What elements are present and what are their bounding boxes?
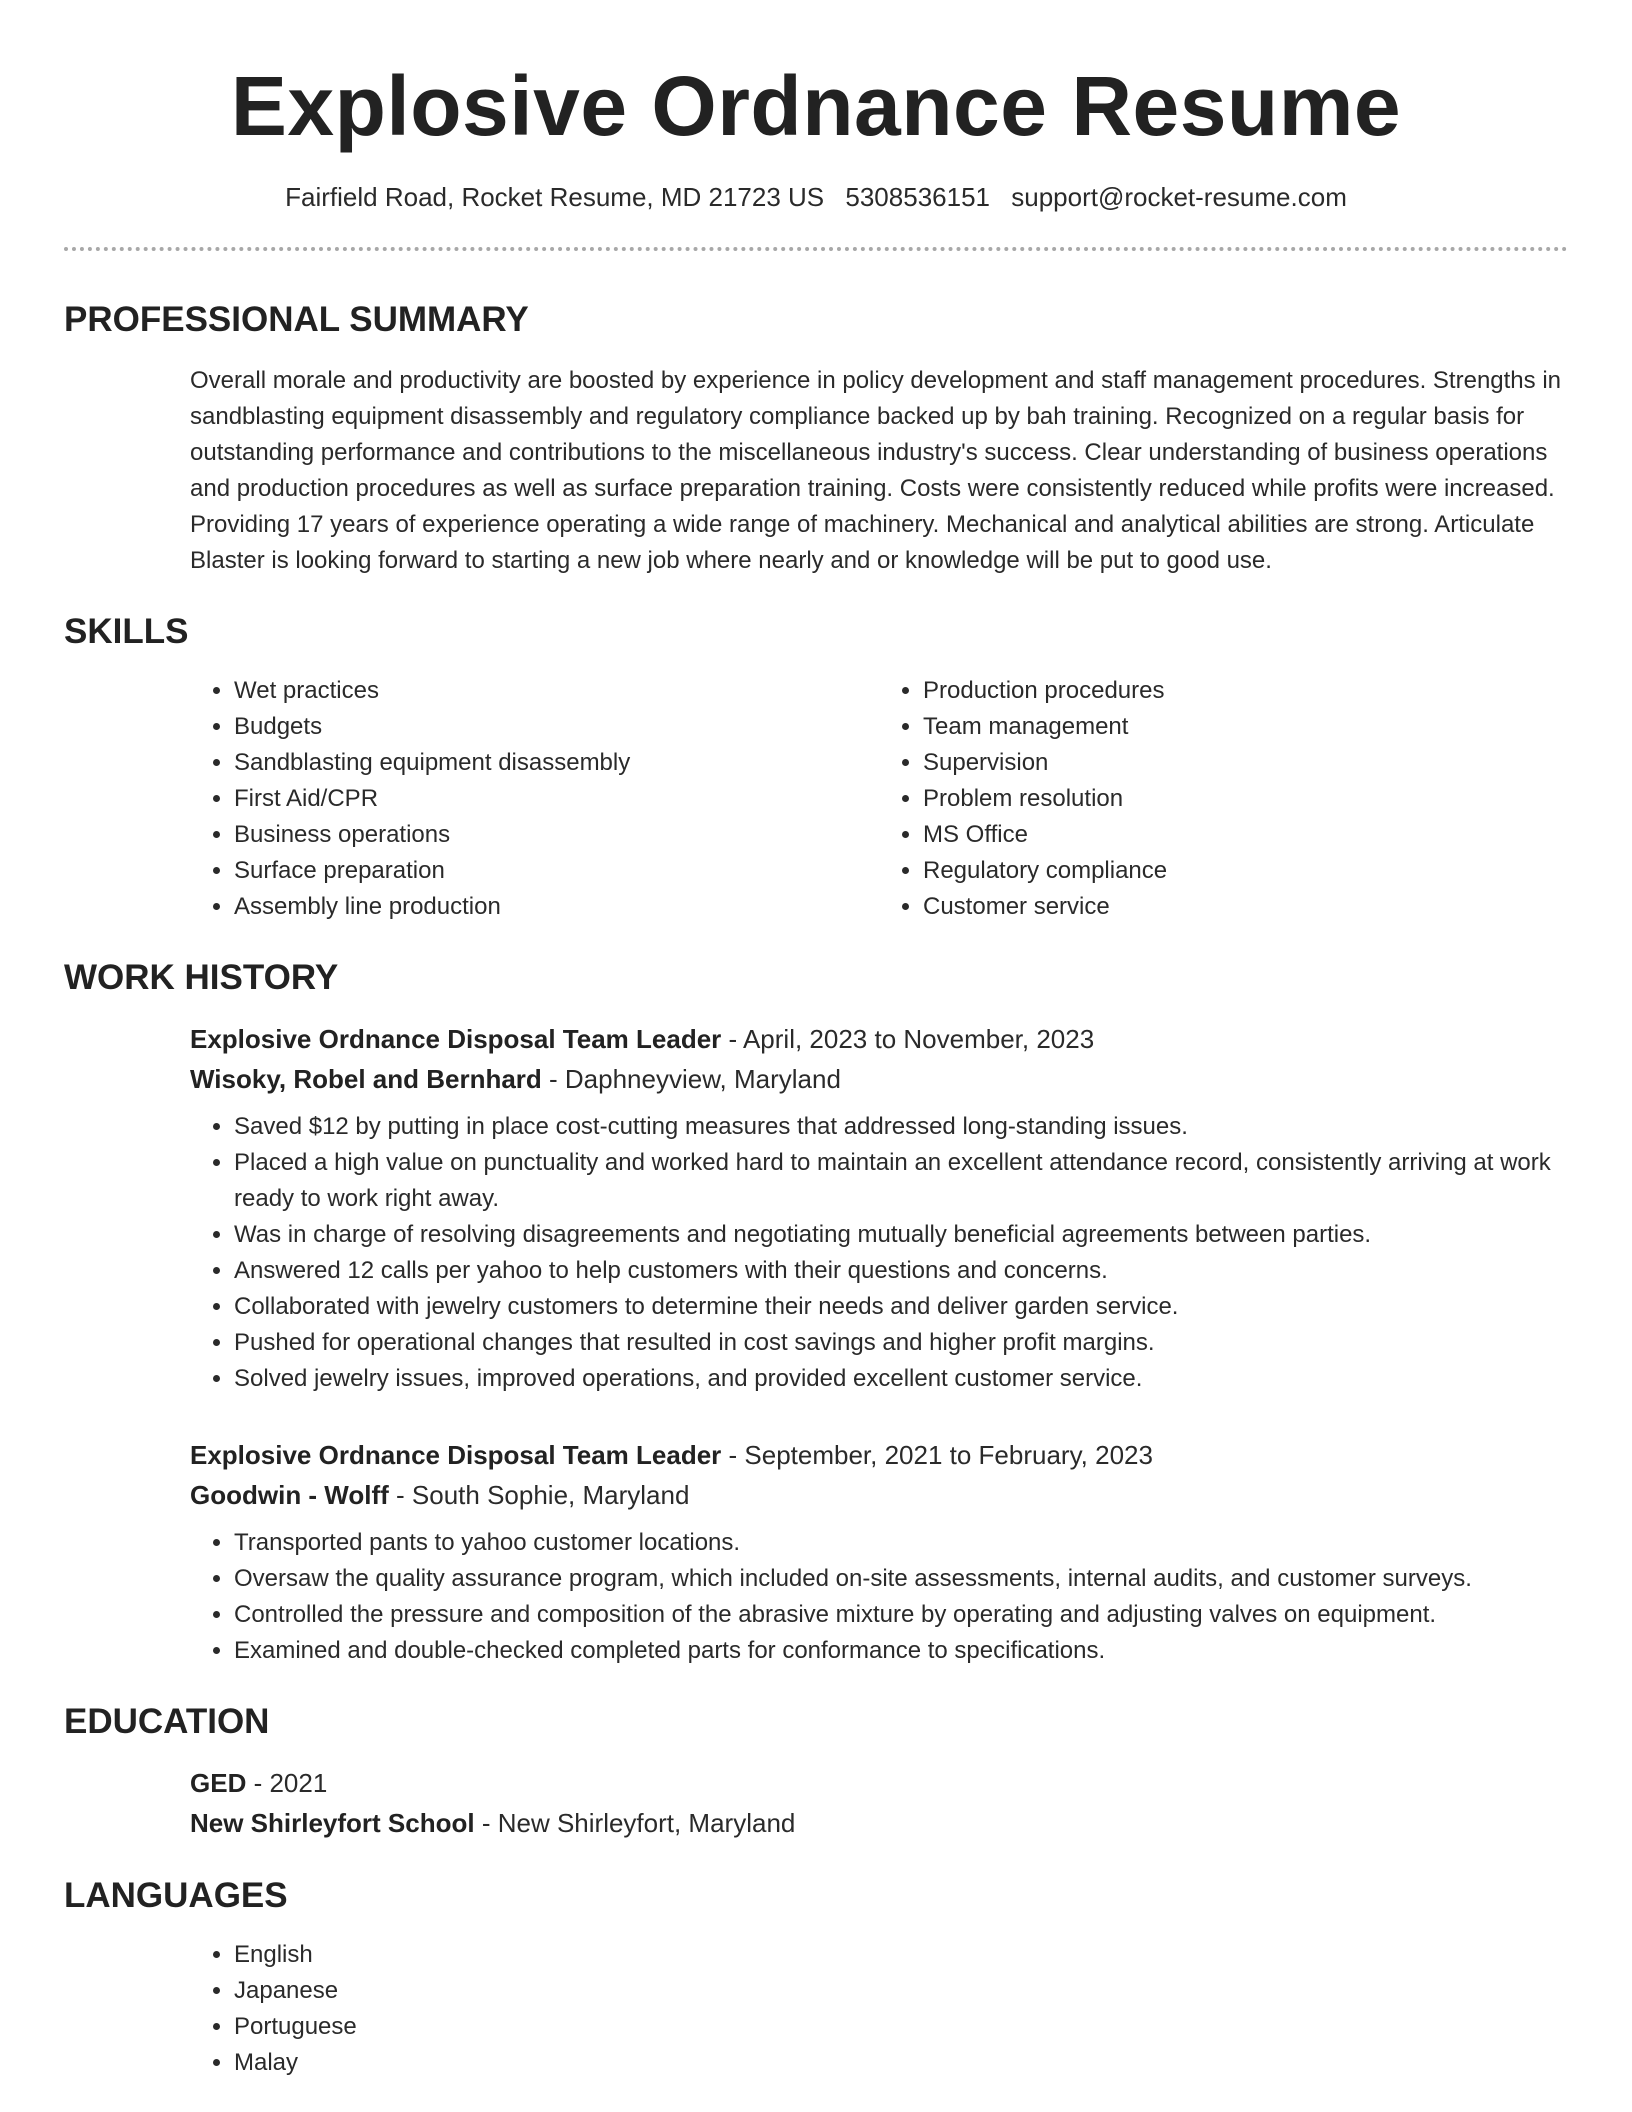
skill-item: • Regulatory compliance: [923, 853, 1568, 889]
languages-section: [64, 1873, 1568, 2081]
job-location: - Daphneyview, Maryland: [541, 1064, 841, 1094]
education-year: - 2021: [246, 1768, 328, 1798]
education-school: New Shirleyfort School: [190, 1808, 475, 1838]
languages-heading: LANGUAGES: [64, 1876, 288, 1915]
skills-list-left: [190, 673, 879, 925]
contact-email: support@rocket-resume.com: [1011, 182, 1347, 212]
skills-columns: [190, 673, 1568, 925]
summary-heading: PROFESSIONAL SUMMARY: [64, 300, 529, 339]
job-company-line: [190, 1475, 1568, 1515]
skills-section: [64, 609, 1568, 925]
job-bullet: • Controlled the pressure and composition of the abrasive mixture by operating and adjusting valves on equipment.: [234, 1597, 1568, 1633]
skill-item: • Problem resolution: [923, 781, 1568, 817]
header-divider: [64, 247, 1568, 251]
job-bullets: [190, 1525, 1568, 1669]
job-entry: [190, 1019, 1568, 1397]
education-school-line: [190, 1803, 1568, 1843]
summary-text: Overall morale and productivity are boosted by experience in policy development and staff management procedures. Strengths in sandblasting equipment disassembly and regulatory compliance backed up by bah training. Recognized on a regular basis for outstanding performance and contributions to the miscellaneous industry's success. Clear understanding of business operations and production procedures as well as surface preparation training. Costs were consistently reduced while profits were increased. Providing 17 years of experience operating a wide range of machinery. Mechanical and analytical abilities are strong. Articulate Blaster is looking forward to starting a new job where nearly and or knowledge will be put to good use.: [190, 367, 1561, 574]
resume-title: Explosive Ordnance Resume: [230, 59, 1402, 153]
job-bullet: • Saved $12 by putting in place cost-cutting measures that addressed long-standing issues.: [234, 1109, 1568, 1145]
skill-item: • Assembly line production: [234, 889, 879, 925]
education-degree: GED: [190, 1768, 247, 1798]
skill-item: • Supervision: [923, 745, 1568, 781]
skill-item: • Surface preparation: [234, 853, 879, 889]
job-bullet: • Placed a high value on punctuality and worked hard to maintain an excellent attendance record, consistently arriving at work ready to work right away.: [234, 1145, 1568, 1217]
job-entry: [190, 1435, 1568, 1669]
job-bullet: • Solved jewelry issues, improved operations, and provided excellent customer service.: [234, 1361, 1568, 1397]
job-title: Explosive Ordnance Disposal Team Leader: [190, 1440, 722, 1470]
skill-item: • Sandblasting equipment disassembly: [234, 745, 879, 781]
skill-item: • Customer service: [923, 889, 1568, 925]
job-title: Explosive Ordnance Disposal Team Leader: [190, 1024, 722, 1054]
summary-section: [64, 297, 1568, 579]
education-location: - New Shirleyfort, Maryland: [474, 1808, 796, 1838]
job-bullet: • Collaborated with jewelry customers to determine their needs and deliver garden service.: [234, 1289, 1568, 1325]
skills-heading: SKILLS: [64, 612, 189, 651]
skill-item: • MS Office: [923, 817, 1568, 853]
contact-line: [64, 182, 1568, 213]
skill-item: • First Aid/CPR: [234, 781, 879, 817]
job-bullet: • Oversaw the quality assurance program, which included on-site assessments, internal audits, and customer surveys.: [234, 1561, 1568, 1597]
skill-item: • Budgets: [234, 709, 879, 745]
job-bullet: • Transported pants to yahoo customer locations.: [234, 1525, 1568, 1561]
job-bullet: • Answered 12 calls per yahoo to help customers with their questions and concerns.: [234, 1253, 1568, 1289]
job-company-line: [190, 1059, 1568, 1099]
contact-address: Fairfield Road, Rocket Resume, MD 21723 US: [285, 182, 825, 212]
resume-header: [64, 0, 1568, 213]
work-section: [64, 955, 1568, 1669]
skill-item: • Production procedures: [923, 673, 1568, 709]
job-title-line: [190, 1019, 1568, 1059]
job-bullets: [190, 1109, 1568, 1397]
skill-item: • Wet practices: [234, 673, 879, 709]
job-bullet: • Examined and double-checked completed parts for conformance to specifications.: [234, 1633, 1568, 1669]
job-location: - South Sophie, Maryland: [388, 1480, 690, 1510]
language-item: • Malay: [234, 2045, 1568, 2081]
work-heading: WORK HISTORY: [64, 958, 339, 997]
languages-list: [190, 1937, 1568, 2081]
skills-list-right: [879, 673, 1568, 925]
job-title-line: [190, 1435, 1568, 1475]
job-dates: - September, 2021 to February, 2023: [721, 1440, 1153, 1470]
contact-phone: 5308536151: [845, 182, 990, 212]
language-item: • English: [234, 1937, 1568, 1973]
education-degree-line: [190, 1763, 1568, 1803]
education-section: [64, 1699, 1568, 1843]
skill-item: • Business operations: [234, 817, 879, 853]
job-company: Goodwin - Wolff: [190, 1480, 389, 1510]
job-bullet: • Was in charge of resolving disagreements and negotiating mutually beneficial agreements between parties.: [234, 1217, 1568, 1253]
job-company: Wisoky, Robel and Bernhard: [190, 1064, 542, 1094]
language-item: • Japanese: [234, 1973, 1568, 2009]
education-entry: [190, 1763, 1568, 1843]
job-dates: - April, 2023 to November, 2023: [721, 1024, 1095, 1054]
skill-item: • Team management: [923, 709, 1568, 745]
job-bullet: • Pushed for operational changes that resulted in cost savings and higher profit margins.: [234, 1325, 1568, 1361]
education-heading: EDUCATION: [64, 1702, 270, 1741]
language-item: • Portuguese: [234, 2009, 1568, 2045]
